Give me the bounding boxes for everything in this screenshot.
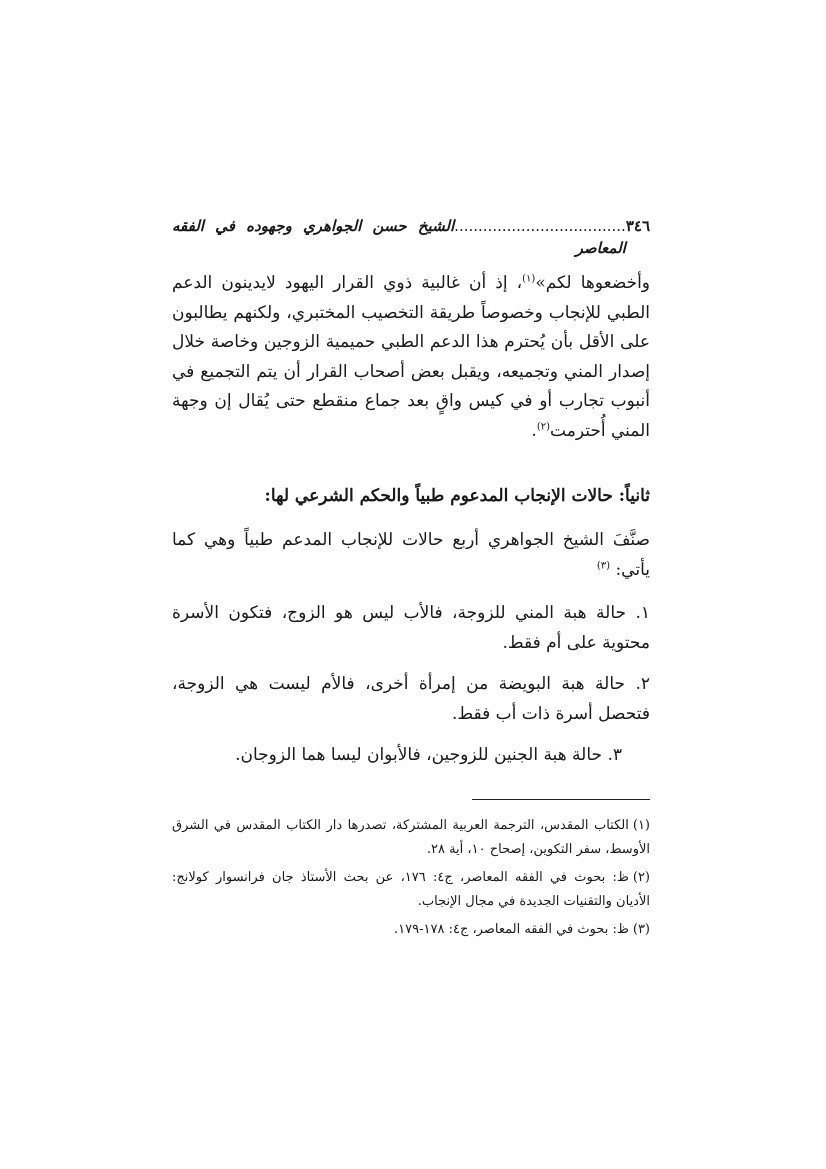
page-number: ٣٤٦ xyxy=(625,217,650,235)
list-item xyxy=(172,670,650,729)
list-item xyxy=(172,741,650,771)
running-title-wrap xyxy=(172,215,626,259)
footnote-separator xyxy=(472,799,650,800)
intro-text: صنَّفَ الشيخ الجواهري أربع حالات للإنجاب المدعم طبياً وهي كما يأتي: xyxy=(172,530,650,580)
paragraph-text-end: . xyxy=(531,420,537,441)
running-header xyxy=(172,215,650,259)
paragraph-text-main: ، إذ أن غالبية ذوي القرار اليهود لايدينون الدعم الطبي للإنجاب وخصوصاً طريقة التخصيب المختبري، ولكنهم يطالبون على الأقل بأن يُحترم هذا الدعم الطبي حميمية الزوجين وخاصة خلال إصدار المني وتجميعه، ويقبل بعض أصحاب القرار أن يتم التجميع في أنبوب تجارب أو في كيس واقٍ بعد جماع منقطع حتى يُقال إن وجهة المني أُحترمت xyxy=(172,273,650,441)
running-title: الشيخ حسن الجواهري وجهوده في الفقه المعاصر xyxy=(172,217,626,257)
footnote-text: ظ: بحوث في الفقه المعاصر، ج٤: ١٧٨-١٧٩. xyxy=(394,921,629,937)
footnote xyxy=(172,866,650,914)
footnote-number: (١) xyxy=(632,817,650,833)
section-heading: ثانياً: حالات الإنجاب المدعوم طبياً والحكم الشرعي لها: xyxy=(264,486,650,506)
footnote-number: (٣) xyxy=(632,921,650,937)
list-item-text: حالة هبة البويضة من إمرأة أخرى، فالأم ليست هي الزوجة، فتحصل أسرة ذات أب فقط. xyxy=(172,674,650,724)
footnote xyxy=(172,918,650,942)
list-item-number: ٣. xyxy=(607,745,622,765)
footnotes xyxy=(172,814,650,942)
footnote-text: الكتاب المقدس، الترجمة العربية المشتركة، تصدرها دار الكتاب المقدس في الشرق الأوسط، سفر التكوين، إصحاح ١٠، أية ٢٨. xyxy=(172,817,650,857)
list-item-number: ١. xyxy=(635,603,650,623)
list-item-text: حالة هبة الجنين للزوجين، فالأبوان ليسا هما الزوجان. xyxy=(235,745,603,765)
body-paragraph xyxy=(172,269,650,446)
footnote-ref-2: (٢) xyxy=(536,420,551,432)
footnote xyxy=(172,814,650,862)
leader-dots: .................................... xyxy=(454,217,626,235)
footnote-ref-1: (١) xyxy=(522,273,536,285)
footnote-number: (٢) xyxy=(632,869,650,885)
paragraph-text-start: وأخضعوها لكم» xyxy=(535,273,651,293)
intro-paragraph xyxy=(172,526,650,585)
footnote-ref-3: (٣) xyxy=(596,559,611,571)
list-item-number: ٢. xyxy=(635,674,651,694)
list-item-text: حالة هبة المني للزوجة، فالأب ليس هو الزوج، فتكون الأسرة محتوية على أم فقط. xyxy=(172,603,650,653)
book-page xyxy=(172,215,650,946)
list-item xyxy=(172,599,650,658)
footnote-text: ظ: بحوث في الفقه المعاصر، ج٤: ١٧٦، عن بحث الأستاذ جان فرانسوار كولانج: الأديان والتقنيات الجديدة في مجال الإنجاب. xyxy=(172,869,650,909)
